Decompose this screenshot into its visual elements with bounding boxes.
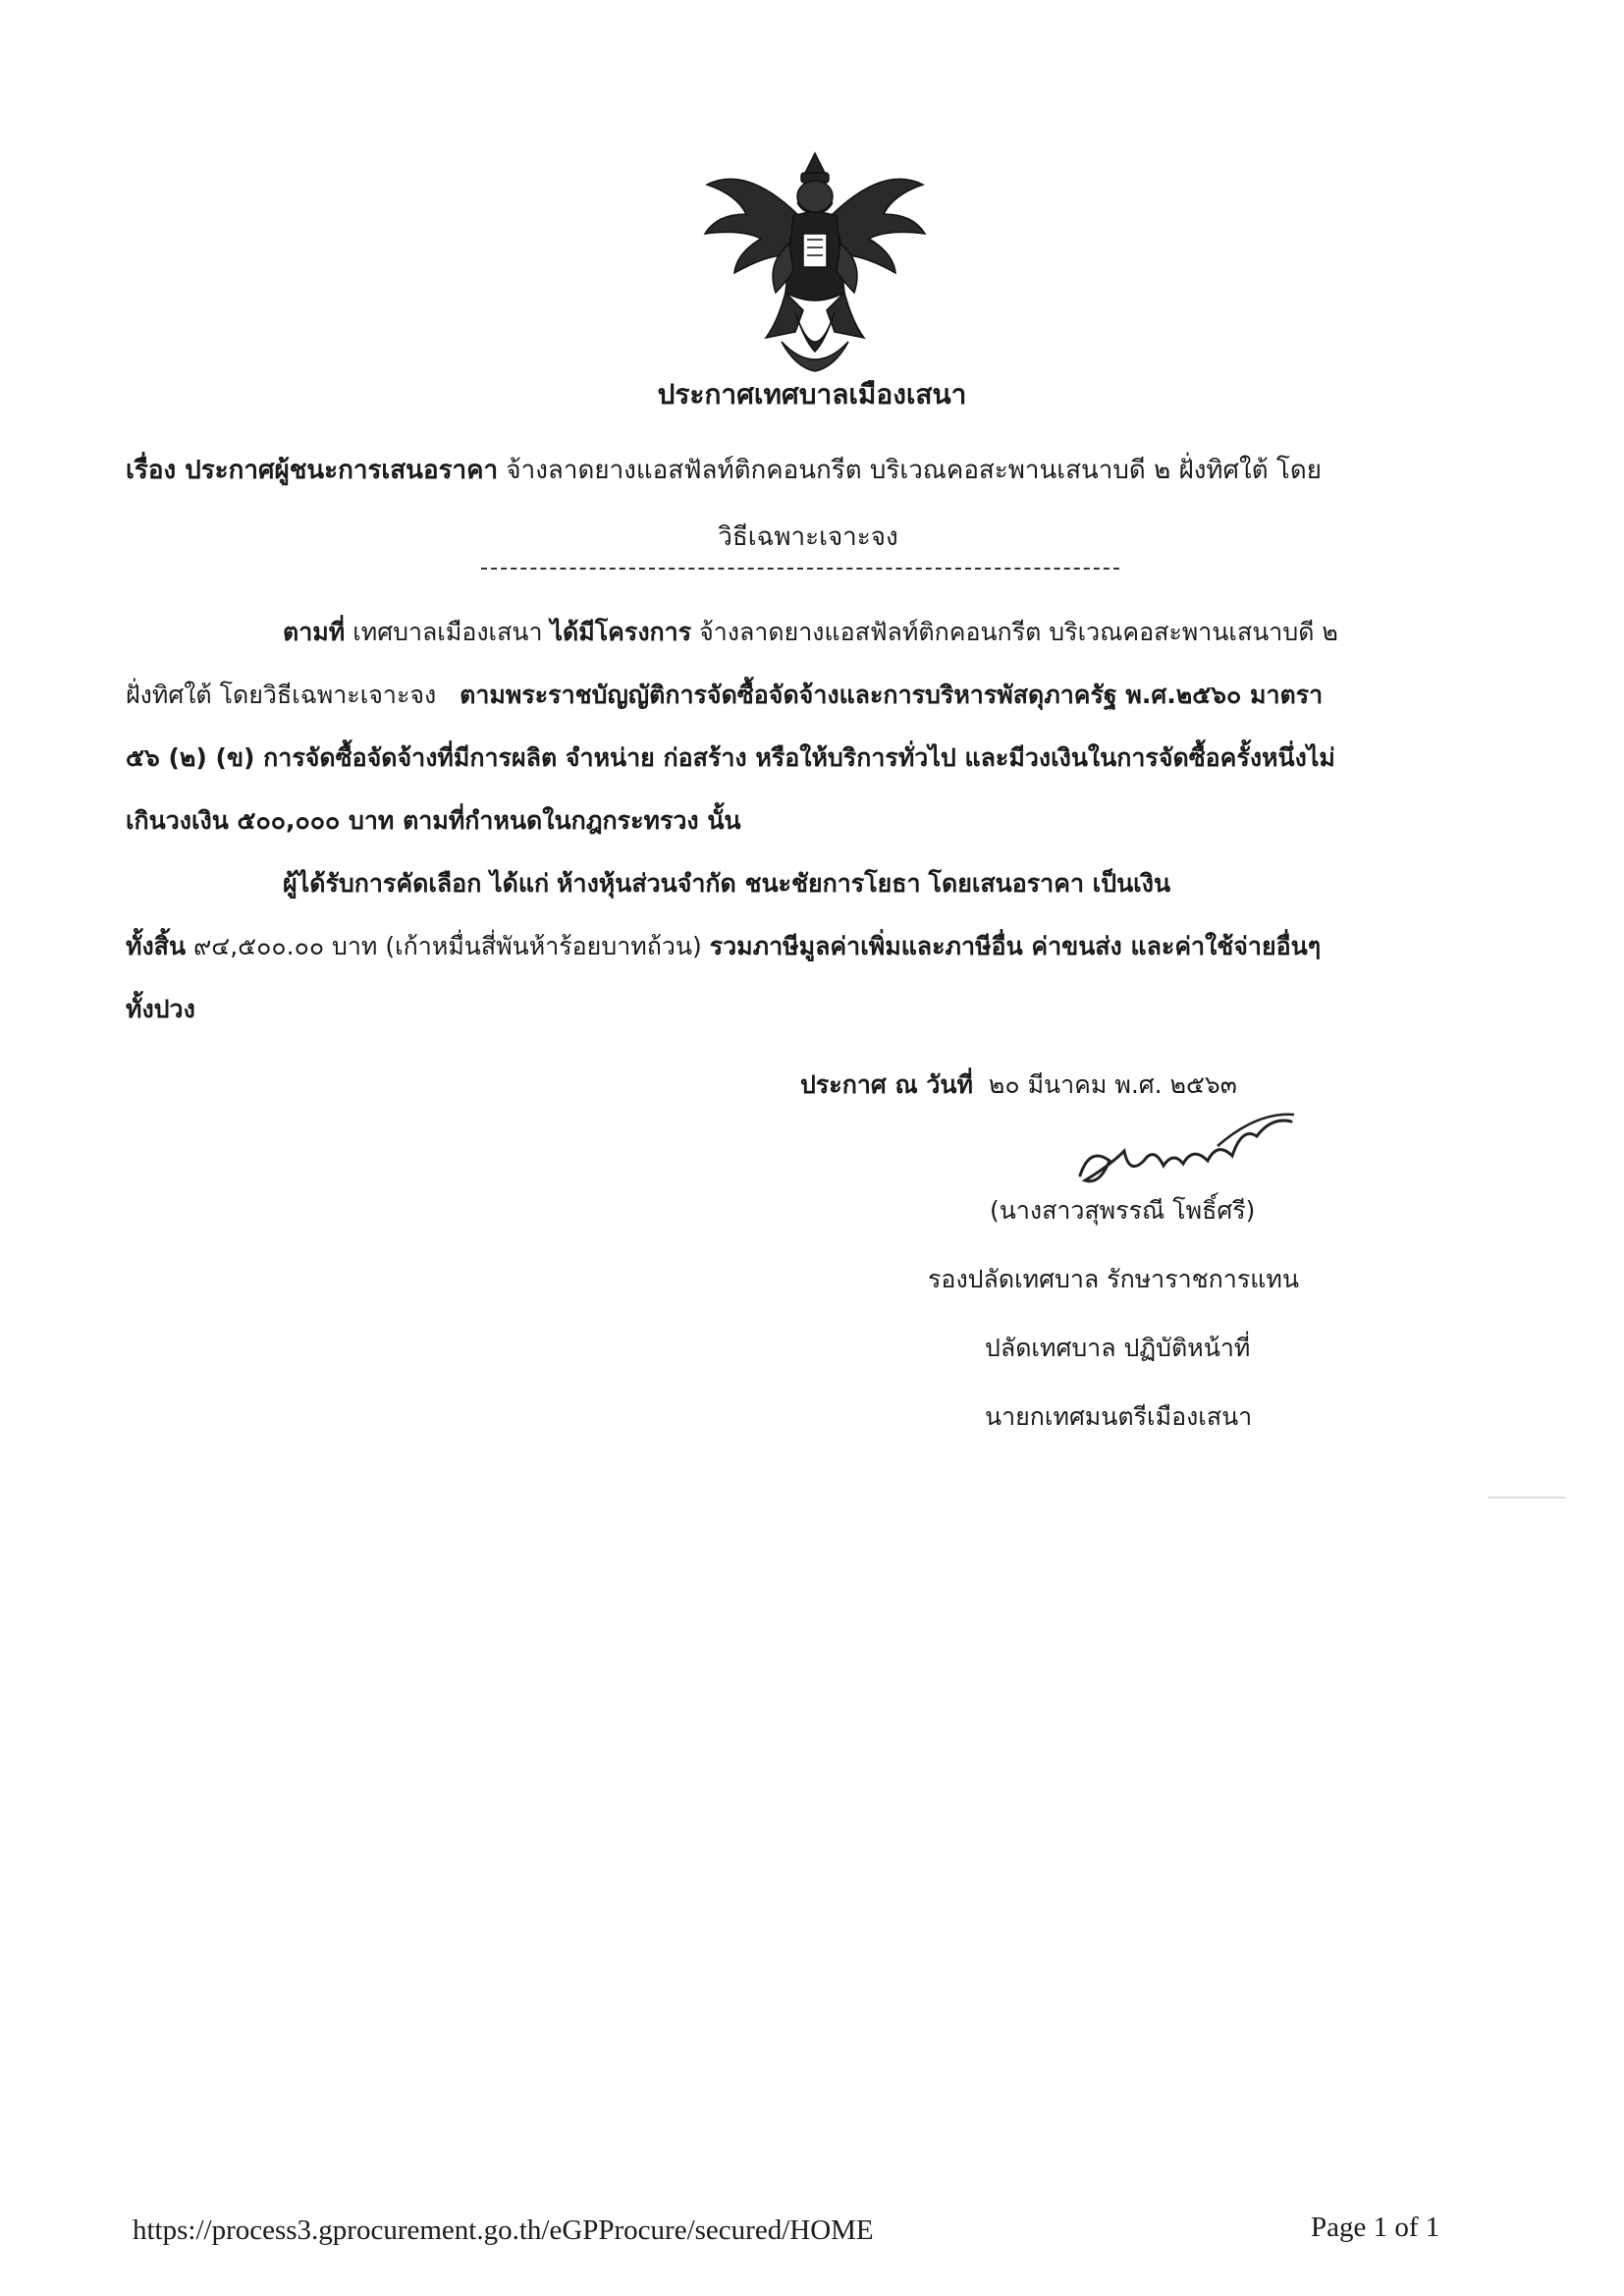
- announcement-date: [800, 1066, 1237, 1105]
- paragraph-1-line-2: [126, 664, 1500, 727]
- announcement-body: [126, 601, 1500, 1041]
- agency-name: เทศบาลเมืองเสนา: [352, 618, 543, 646]
- subject-block: [126, 437, 1500, 571]
- project-name: จ้างลาดยางแอสฟัลท์ติกคอนกรีต บริเวณคอสะพานเสนาบดี ๒: [699, 618, 1338, 646]
- subject-line-1: [126, 437, 1500, 504]
- signer-position-3: นายกเทศมนตรีเมืองเสนา: [985, 1402, 1253, 1431]
- footer-page-number: Page 1 of 1: [1311, 2212, 1440, 2243]
- paragraph-1-line-1: [126, 601, 1500, 664]
- date-value: ๒๐ มีนาคม พ.ศ. ๒๕๖๓: [988, 1070, 1237, 1099]
- separator-line: [481, 568, 1119, 570]
- body-text: ตามที่: [283, 618, 346, 646]
- body-text: ผู้ได้รับการคัดเลือก ได้แก่: [283, 869, 550, 898]
- bid-amount: ๙๔,๕๐๐.๐๐ บาท (เก้าหมื่นสี่พันห้าร้อยบาทถ้วน): [193, 932, 702, 960]
- subject-line-2: วิธีเฉพาะเจาะจง: [718, 522, 898, 552]
- project-name-cont: ฝั่งทิศใต้ โดยวิธีเฉพาะเจาะจง: [126, 681, 437, 709]
- handwritten-signature: [1070, 1107, 1296, 1195]
- signer-name: (นางสาวสุพรรณี โพธิ์ศรี): [990, 1196, 1256, 1225]
- announcement-title: ประกาศเทศบาลเมืองเสนา: [657, 378, 967, 410]
- body-text: รวมภาษีมูลค่าเพิ่มและภาษีอื่น ค่าขนส่ง และค่าใช้จ่ายอื่นๆ: [709, 932, 1322, 960]
- subject-label: เรื่อง ประกาศผู้ชนะการเสนอราคา: [126, 456, 499, 485]
- garuda-emblem-icon: [687, 145, 943, 381]
- paragraph-2-line-2: [126, 915, 1500, 978]
- paragraph-1-line-3: ๕๖ (๒) (ข) การจัดซื้อจัดจ้างที่มีการผลิต จำหน่าย ก่อสร้าง หรือให้บริการทั่วไป และมีวงเงินในการจัดซื้อครั้งหนึ่งไม่: [126, 743, 1335, 772]
- footer-url: https://process3.gprocurement.go.th/eGPProcure/secured/HOME: [133, 2214, 874, 2246]
- signer-position-1: รองปลัดเทศบาล รักษาราชการแทน: [928, 1265, 1299, 1293]
- body-text: ได้มีโครงการ: [550, 618, 692, 646]
- body-text: ทั้งสิ้น: [126, 932, 187, 960]
- paragraph-2-line-3: ทั้งปวง: [126, 995, 195, 1023]
- legal-reference: ตามพระราชบัญญัติการจัดซื้อจัดจ้างและการบริหารพัสดุภาครัฐ พ.ศ.๒๕๖๐ มาตรา: [460, 681, 1324, 709]
- subject-text: จ้างลาดยางแอสฟัลท์ติกคอนกรีต บริเวณคอสะพานเสนาบดี ๒ ฝั่งทิศใต้ โดย: [506, 456, 1322, 485]
- date-label: ประกาศ ณ วันที่: [800, 1070, 973, 1099]
- paragraph-1-line-4: เกินวงเงิน ๕๐๐,๐๐๐ บาท ตามที่กำหนดในกฎกระทรวง นั้น: [126, 806, 741, 835]
- body-text: โดยเสนอราคา เป็นเงิน: [928, 869, 1171, 898]
- paragraph-2-line-1: [126, 852, 1500, 915]
- winner-name: ห้างหุ้นส่วนจำกัด ชนะชัยการโยธา: [557, 869, 921, 898]
- signer-position-2: ปลัดเทศบาล ปฏิบัติหน้าที่: [985, 1334, 1251, 1362]
- scan-artifact: [1488, 1497, 1566, 1499]
